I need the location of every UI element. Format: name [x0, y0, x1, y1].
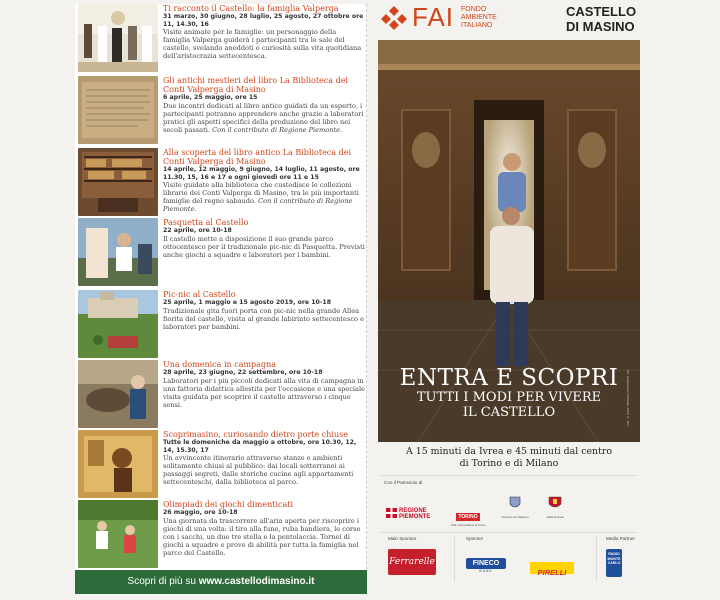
divider: [380, 532, 638, 533]
regione-label: REGIONE PIEMONTE: [399, 508, 431, 520]
event-text: [163, 218, 365, 259]
event-credit: Con il contributo di Regione Piemonte.: [163, 197, 353, 214]
event-photo-hidden-doors: [78, 430, 158, 498]
torino-sub: Città metropolitana di Torino: [450, 523, 486, 527]
hero-subtitle-line: IL CASTELLO: [462, 405, 556, 420]
event-item: [75, 290, 367, 360]
fai-sub-line: ITALIANO: [461, 22, 493, 29]
event-title: Gli antichi mestieri del libro La Biblioteca dei Conti Valperga di Masino: [163, 76, 348, 94]
media-partner-label: Media Partner: [606, 536, 635, 541]
event-item: [75, 360, 367, 430]
event-title: Ti racconto il Castello: la famiglia Valperga: [163, 4, 339, 13]
event-text: [163, 430, 365, 486]
event-text: [163, 290, 365, 331]
hero-photo: [378, 40, 640, 442]
fai-logo-icon: [380, 5, 408, 31]
event-item: [75, 430, 367, 500]
fai-brand-subtitle: [461, 6, 497, 30]
regione-piemonte-logo: [386, 506, 436, 525]
footer-prefix: Scopri di più su: [127, 576, 196, 587]
event-photo-pasquetta: [78, 218, 158, 286]
event-dates: 31 marzo, 30 giugno, 28 luglio, 25 agosto, 27 ottobre ore 11, 14.30, 16: [163, 13, 364, 28]
event-dates: 6 aprile, 25 maggio, ore 15: [163, 94, 258, 101]
castle-title: [566, 4, 636, 34]
fai-sub-line: AMBIENTE: [461, 14, 497, 21]
divider: [380, 475, 638, 476]
event-text: [163, 4, 365, 60]
event-title: Una domenica in campagna: [163, 360, 276, 369]
event-item: [75, 500, 367, 570]
torino-logo: [450, 505, 486, 527]
event-desc: Laboratori per i più piccoli dedicati alla vita di campagna in una fattoria didattica allestita per l'occasione e una speciale visita guidata per scoprire il castello attraverso i cinque sensi.: [163, 376, 365, 409]
events-panel: [75, 4, 367, 594]
event-dates: Tutte le domeniche da maggio a ottobre, ore 10.30, 12, 14, 15.30, 17: [163, 439, 357, 454]
ferrarelle-label: Ferrarelle: [389, 557, 435, 567]
event-item: [75, 4, 367, 74]
coat-of-arms-icon: [509, 496, 521, 510]
event-photo-library: [78, 148, 158, 216]
event-photo-picnic: [78, 290, 158, 358]
main-sponsor-label: Main Sponsor: [388, 536, 417, 541]
event-title: Alla scoperta del libro antico La Biblioteca dei Conti Valperga di Masino: [163, 148, 352, 166]
event-title: Scoprimasino, curiosando dietro porte chiuse: [163, 430, 348, 439]
comune-label: Comune di Caravino: [501, 515, 529, 519]
event-item: [75, 148, 367, 218]
citta-ivrea-logo: [540, 496, 570, 519]
event-photo-family: [78, 4, 158, 72]
event-text: [163, 360, 365, 409]
location-tagline: [378, 446, 640, 470]
ivrea-label: Città di Ivrea: [546, 515, 564, 519]
coat-of-arms-icon: [548, 496, 562, 510]
fai-brand: FAI: [412, 2, 455, 32]
hero-title: ENTRA E SCOPRI: [399, 365, 619, 391]
pirelli-label: PIRELLI: [537, 568, 567, 577]
patrocinio-label: Con il Patrocinio di: [384, 480, 423, 485]
event-text: [163, 76, 365, 134]
website-footer[interactable]: [75, 570, 367, 594]
event-desc: Il castello mette a disposizione il suo grande parco ottocentesco per il tradizionale pic-nic di Pasquetta. Previsti anche giochi a squadre e laboratori per i bambini.: [163, 234, 365, 259]
fineco-label: FINECO: [466, 558, 506, 569]
divider: [596, 536, 597, 582]
event-title: Pic-nic al Castello: [163, 290, 236, 299]
event-desc: Visite animate per le famiglie: un personaggio della famiglia Valperga guiderà i partecipanti tra le sale del castello, svelando aneddoti e curiosità sulla vita quotidiana dell'aristocrazia settecentesca.: [163, 28, 362, 61]
sponsor-label: Sponsor: [466, 536, 484, 541]
cover-panel: [370, 0, 650, 600]
fineco-logo: [466, 558, 506, 573]
event-desc: Un avvincente itinerario attraverso stanze e ambienti solitamente chiusi al pubblico: dai locali sotterranei ai passaggi segreti, dalle storiche cucine agli appartamenti settecenteschi, dalla biblioteca al parco.: [163, 454, 354, 487]
torino-label: TORINO: [458, 514, 478, 520]
event-item: [75, 218, 367, 288]
hero-subtitle-line: TUTTI I MODI PER VIVERE: [416, 390, 602, 405]
event-photo-book: [78, 76, 158, 144]
event-desc: Una giornata da trascorrere all'aria aperta per riscoprire i giochi di una volta: il tiro alla fune, ruba bandiera, le corse con i sacchi, un due tre stella e la pentolaccia. Tornei di giochi a squadre e prove di abilità per tutta la famiglia nel parco del Castello.: [163, 516, 361, 557]
event-dates: 26 maggio, ore 10-18: [163, 509, 238, 516]
castle-title-line: DI MASINO: [566, 19, 635, 34]
fai-sub-line: FONDO: [461, 6, 487, 13]
event-dates: 25 aprile, 1 maggio e 15 agosto 2019, ore 10-18: [163, 299, 332, 306]
event-dates: 28 aprile, 23 giugno, 22 settembre, ore 10-18: [163, 369, 323, 376]
website-link[interactable]: www.castellodimasino.it: [198, 576, 315, 587]
event-dates: 14 aprile, 12 maggio, 9 giugno, 14 luglio, 11 agosto, ore 11.30, 15, 16 e 17 e ogni giovedì ore 11 e 15: [163, 166, 360, 181]
event-title: Olimpiadi dei giochi dimenticati: [163, 500, 294, 509]
radio-label: RADIO MONTE CARLO: [607, 552, 621, 565]
comune-caravino-logo: [500, 496, 530, 519]
radio-monte-carlo-logo: [606, 549, 622, 577]
event-photo-games: [78, 500, 158, 568]
event-desc: Due incontri dedicati al libro antico guidati da un esperto, i partecipanti potranno apprendere anche grazie a laboratori pratici gli aspetti specifici della produzione del libro nei secoli passati.: [163, 101, 364, 134]
ferrarelle-logo: [388, 549, 436, 575]
event-desc: Tradizionale gita fuori porta con pic-nic nella grande Allea fiorita del castello, visita al grande labirinto settecentesco e laboratori per bambini.: [163, 306, 364, 331]
event-item: [75, 76, 367, 146]
event-desc: Visite guidate alla biblioteca che custodisce le collezioni librarie dei Conti Valperga di Masino, tra le più importanti famiglie del regno sabaudo.: [163, 181, 359, 206]
event-text: [163, 500, 365, 557]
tagline-line: A 15 minuti da Ivrea e 45 minuti dal centro: [406, 446, 612, 457]
divider: [454, 536, 455, 582]
hero-subtitle: [378, 390, 640, 420]
event-dates: 22 aprile, ore 10-18: [163, 227, 232, 234]
event-text: [163, 148, 365, 213]
event-photo-countryside: [78, 360, 158, 428]
fineco-sub: BANK: [479, 569, 493, 573]
event-credit: Con il contributo di Regione Piemonte.: [212, 125, 343, 134]
event-title: Pasquetta al Castello: [163, 218, 249, 227]
tagline-line: di Torino e di Milano: [459, 458, 559, 469]
photo-credit: Ph. Sebastiano Cibaudo 2019 © FAI: [626, 370, 630, 426]
castle-title-line: CASTELLO: [566, 4, 637, 19]
pirelli-logo: [530, 562, 574, 577]
